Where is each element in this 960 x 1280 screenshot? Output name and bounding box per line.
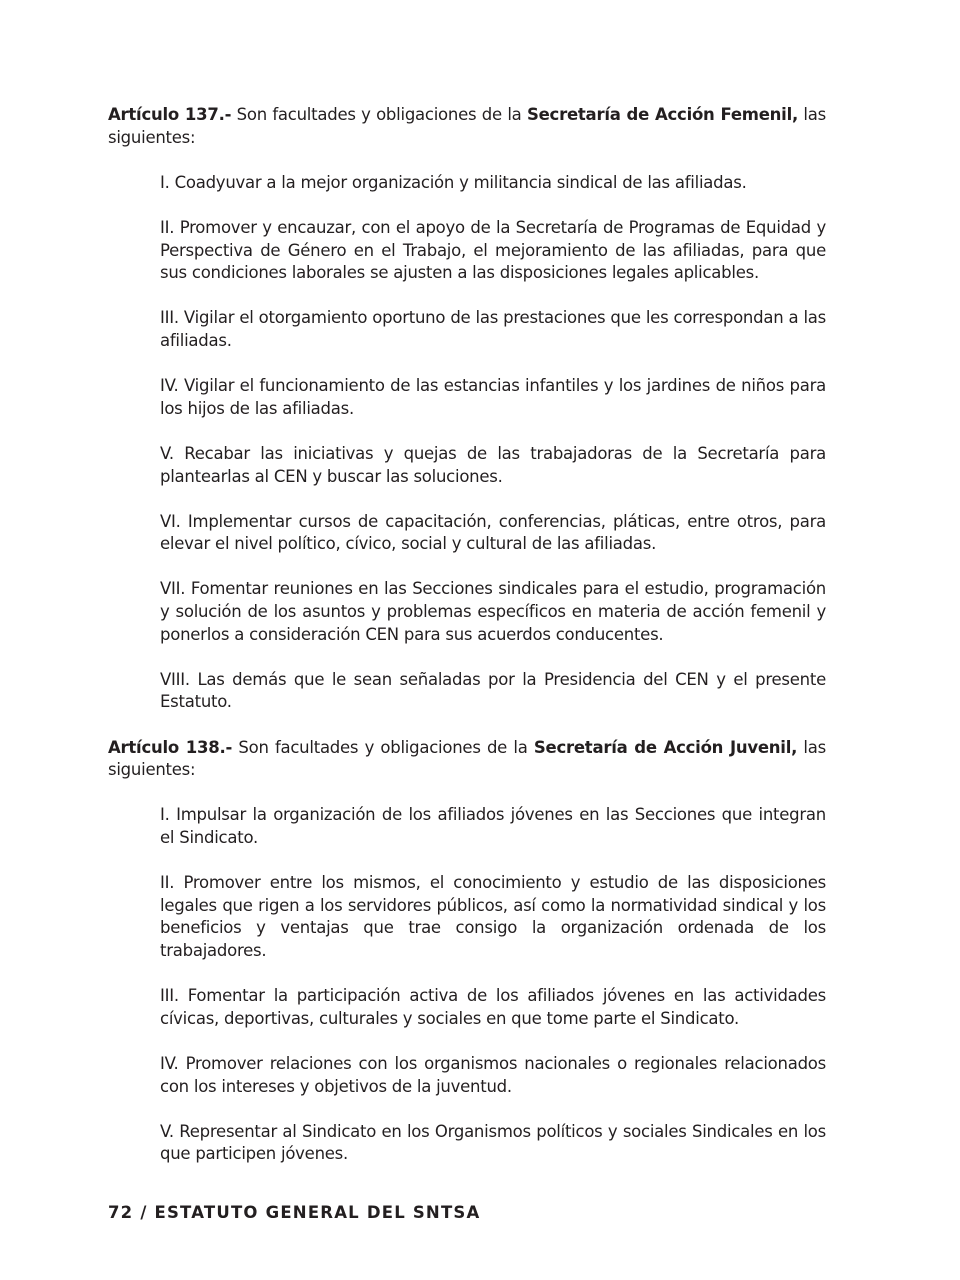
article-138-intro-text: Son facultades y obligaciones de la (232, 737, 534, 757)
article-138-item: I. Impulsar la organización de los afiliados jóvenes en las Secciones que integran el Sindicato. (160, 805, 826, 847)
article-137-item: III. Vigilar el otorgamiento oportuno de las prestaciones que les correspondan a las afiliadas. (160, 308, 826, 350)
article-137-intro-text: Son facultades y obligaciones de la (231, 105, 527, 124)
article-138-item: V. Representar al Sindicato en los Organismos políticos y sociales Sindicales en los que participen jóvenes. (160, 1121, 826, 1164)
article-137-item: VIII. Las demás que le sean señaladas por la Presidencia del CEN y el presente Estatuto. (160, 669, 826, 712)
page-footer (108, 1203, 480, 1222)
article-138-item: II. Promover entre los mismos, el conocimiento y estudio de las disposiciones legales que rigen a los servidores públicos, así como la normatividad sindical y los beneficios y ventajas que trae consigo la organización ordenada de los trabajadores. (160, 873, 826, 960)
article-137-heading: Artículo 137.- (108, 105, 232, 124)
document-page (108, 104, 826, 1166)
article-137-item: I. Coadyuvar a la mejor organización y militancia sindical de las afiliadas. (160, 172, 747, 192)
article-138-item: III. Fomentar la participación activa de los afiliados jóvenes en las actividades cívicas, deportivas, culturales y sociales en que tome parte el Sindicato. (160, 986, 826, 1028)
article-137-item: II. Promover y encauzar, con el apoyo de la Secretaría de Programas de Equidad y Perspectiva de Género en el Trabajo, el mejoramiento de las afiliadas, para que sus condiciones laborales se ajusten a las disposiciones legales aplicables. (160, 217, 826, 283)
article-138-tail: las siguientes: (108, 737, 826, 780)
article-137-item: VII. Fomentar reuniones en las Secciones sindicales para el estudio, programación y solución de los asuntos y problemas específicos en materia de acción femenil y ponerlos a consideración CEN para sus acuerdos conducentes. (160, 579, 826, 644)
article-138-list (108, 804, 826, 1166)
article-137-item: VI. Implementar cursos de capacitación, conferencias, pláticas, entre otros, para elevar el nivel político, cívico, social y cultural de las afiliadas. (160, 511, 826, 554)
article-137-intro (108, 104, 826, 149)
article-138-item: IV. Promover relaciones con los organismos nacionales o regionales relacionados con los intereses y objetivos de la juventud. (160, 1053, 826, 1096)
article-138-heading: Artículo 138.- (108, 737, 233, 757)
article-137-tail: las siguientes: (108, 105, 826, 147)
article-137-item: IV. Vigilar el funcionamiento de las estancias infantiles y los jardines de niños para los hijos de las afiliadas. (160, 376, 826, 418)
page-number: 72 (108, 1203, 134, 1222)
article-137-item: V. Recabar las iniciativas y quejas de las trabajadoras de la Secretaría para plantearlas al CEN y buscar las soluciones. (160, 443, 826, 486)
article-137-entity: Secretaría de Acción Femenil, (526, 105, 798, 124)
article-138-entity: Secretaría de Acción Juvenil, (533, 737, 798, 757)
document-title: ESTATUTO GENERAL DEL SNTSA (154, 1203, 481, 1222)
footer-separator: / (133, 1203, 155, 1222)
article-138-intro (108, 737, 826, 782)
article-137-list (108, 172, 826, 714)
